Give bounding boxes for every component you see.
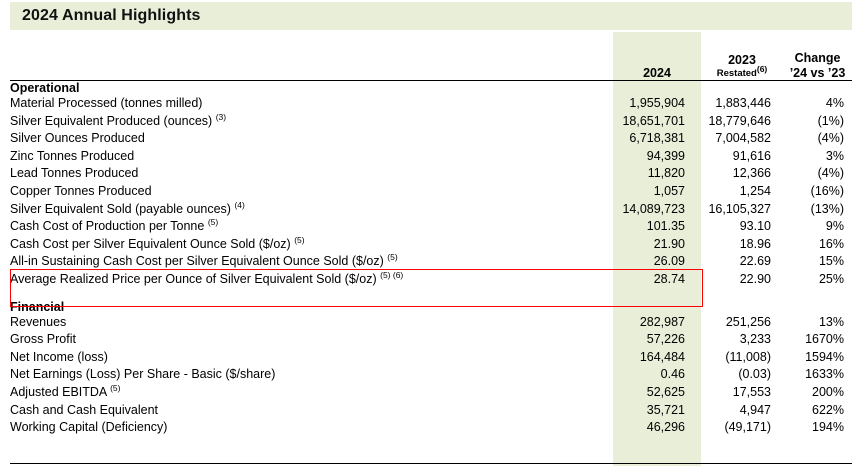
row-2023: 4,947	[739, 402, 771, 417]
row-change: 622%	[812, 402, 844, 417]
row-change: 9%	[825, 219, 844, 234]
table-row	[10, 384, 852, 402]
table-row	[10, 148, 852, 166]
row-2024: 6,718,381	[629, 131, 685, 146]
row-change: (1%)	[817, 113, 844, 128]
table-row	[10, 183, 852, 201]
row-label: Silver Equivalent Produced (ounces) $^{(3)}$	[10, 111, 227, 128]
header-2024-text: 2024	[643, 66, 671, 80]
row-2024: 18,651,701	[622, 113, 685, 128]
section-header-financial	[10, 300, 852, 314]
row-2024: 1,955,904	[629, 96, 685, 110]
row-2024: 52,625	[646, 384, 685, 399]
row-label: Net Income (loss)	[10, 349, 108, 364]
header-change-line2: ’24 vs ’23	[789, 66, 846, 80]
row-change: 13%	[818, 314, 844, 329]
row-2024: 26.09	[653, 254, 685, 269]
row-label: Lead Tonnes Produced	[10, 166, 139, 181]
row-2023: 1,883,446	[715, 96, 771, 110]
row-change: (4%)	[817, 131, 844, 146]
section-header-operational	[10, 81, 852, 95]
row-2023: 3,233	[739, 332, 771, 347]
row-2024: 57,226	[646, 332, 685, 347]
table-row	[10, 236, 852, 254]
section-title: Financial	[10, 299, 65, 314]
table-row	[10, 130, 852, 148]
row-label: Cash Cost of Production per Tonne $^{(5)}$	[10, 217, 219, 234]
row-label: Cash and Cash Equivalent	[10, 402, 159, 417]
row-label: Net Earnings (Loss) Per Share - Basic ($/share)	[10, 367, 276, 382]
row-label: Adjusted EBITDA $^{(5)}$	[10, 382, 121, 399]
row-2024: 46,296	[646, 420, 685, 435]
row-label: Copper Tonnes Produced	[10, 183, 152, 198]
table-row	[10, 201, 852, 219]
row-label: Average Realized Price per Ounce of Silver Equivalent Sold ($/oz) $^{(5) (6)}$	[10, 269, 404, 286]
row-2023: 18,779,646	[708, 113, 771, 128]
row-2023: 93.10	[739, 219, 771, 234]
row-change: 194%	[812, 420, 844, 435]
row-2024: 0.46	[660, 367, 685, 382]
row-label: Revenues	[10, 314, 67, 329]
row-label: Silver Ounces Produced	[10, 131, 145, 146]
row-change: 25%	[818, 271, 844, 286]
row-2023: 251,256	[725, 314, 771, 329]
page-title-bar	[10, 2, 852, 30]
row-label: Working Capital (Deficiency)	[10, 420, 168, 435]
row-2024: 14,089,723	[622, 201, 685, 216]
row-2023: 7,004,582	[715, 131, 771, 146]
row-change: 4%	[825, 96, 844, 110]
row-label: All-in Sustaining Cash Cost per Silver Equivalent Ounce Sold ($/oz) $^{(5)}$	[10, 252, 398, 269]
row-2023: 1,254	[739, 183, 771, 198]
row-change: 16%	[818, 236, 844, 251]
highlights-table	[10, 36, 852, 437]
row-2023: (0.03)	[738, 367, 771, 382]
section-spacer	[10, 289, 852, 300]
row-2023: 22.69	[739, 254, 771, 269]
header-change-line1: Change	[794, 51, 841, 65]
row-change: (13%)	[810, 201, 844, 216]
row-2023: (11,008)	[725, 349, 771, 364]
row-label: Cash Cost per Silver Equivalent Ounce Sold ($/oz) $^{(5)}$	[10, 234, 305, 251]
row-change: 1594%	[805, 349, 844, 364]
table-row-highlighted	[10, 253, 852, 271]
table-row	[10, 113, 852, 131]
row-2024: 35,721	[646, 402, 685, 417]
table-row	[10, 402, 852, 420]
header-2024	[613, 36, 701, 80]
row-label: Material Processed (tonnes milled)	[10, 96, 203, 110]
header-change	[783, 36, 852, 80]
row-change: 1633%	[805, 367, 844, 382]
row-2024: 11,820	[647, 166, 685, 181]
table-row-highlighted	[10, 271, 852, 289]
table-row	[10, 314, 852, 332]
header-2023	[701, 36, 783, 80]
row-label: Silver Equivalent Sold (payable ounces) $^{(4)}$	[10, 199, 245, 216]
header-2023-restated: Restated$^{(6)}$	[716, 63, 768, 79]
row-2023: 17,553	[732, 384, 771, 399]
row-2024: 28.74	[653, 271, 685, 286]
table-row	[10, 331, 852, 349]
row-change: 200%	[812, 384, 844, 399]
row-label: Zinc Tonnes Produced	[10, 148, 135, 163]
row-label: Gross Profit	[10, 332, 76, 347]
row-change: 15%	[818, 254, 844, 269]
header-label-col	[10, 36, 613, 80]
row-2024: 101.35	[646, 219, 685, 234]
page-title: 2024 Annual Highlights	[22, 7, 201, 24]
table-row	[10, 349, 852, 367]
table-row	[10, 419, 852, 437]
section-title: Operational	[10, 81, 80, 95]
row-2023: 12,366	[732, 166, 771, 181]
header-2023-year: 2023	[728, 53, 756, 67]
table-row	[10, 366, 852, 384]
row-2023: 18.96	[739, 236, 771, 251]
row-2024: 282,987	[639, 314, 685, 329]
row-2023: 91,616	[732, 148, 771, 163]
row-2023: 16,105,327	[708, 201, 771, 216]
row-change: (4%)	[817, 166, 844, 181]
row-2024: 1,057	[653, 183, 685, 198]
row-2023: (49,171)	[724, 420, 771, 435]
table-row	[10, 165, 852, 183]
table-row	[10, 218, 852, 236]
row-change: (16%)	[810, 183, 844, 198]
table-bottom-rule	[10, 463, 852, 464]
row-2024: 94,399	[646, 148, 685, 163]
row-2024: 164,484	[639, 349, 685, 364]
row-2023: 22.90	[739, 271, 771, 286]
table-row	[10, 95, 852, 113]
row-2024: 21.90	[653, 236, 685, 251]
table-header-row	[10, 36, 852, 80]
row-change: 3%	[825, 148, 844, 163]
row-change: 1670%	[805, 332, 844, 347]
